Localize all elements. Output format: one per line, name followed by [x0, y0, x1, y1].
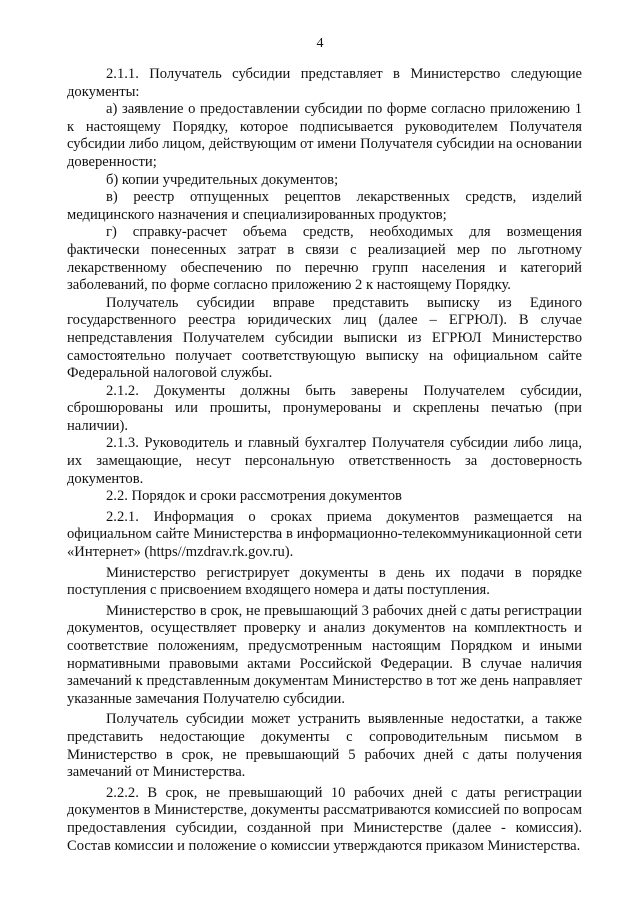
paragraph-corrections: Получатель субсидии может устранить выявленные недостатки, а также представить недостающие документы с сопроводительным письмом в Министерство в срок, не превышающий 5 рабочих дней с даты получения замечаний от Министерства. — [67, 711, 582, 781]
paragraph-review: Министерство в срок, не превышающий 3 рабочих дней с даты регистрации документов, осуществляет проверку и анализ документов на комплектность и соответствие положениям, предусмотренным настоящим Порядком и иными нормативными правовыми актами Российской Федерации. В случае наличия замечаний к представленным документам Министерство в тот же день направляет указанные замечания Получателю субсидии. — [67, 602, 582, 707]
list-item-v: в) реестр отпущенных рецептов лекарственных средств, изделий медицинского назначения и специализированных продуктов; — [67, 189, 582, 223]
paragraph-egrul: Получатель субсидии вправе представить выписку из Единого государственного реестра юридических лиц (далее – ЕГРЮЛ). В случае непредставления Получателем субсидии выписки из ЕГРЮЛ Министерство самостоятельно получает соответствующую выписку на официальном сайте Федеральной налоговой службы. — [67, 294, 582, 382]
paragraph-2-2-1: 2.2.1. Информация о сроках приема документов размещается на официальном сайте Министерства в информационно-телекоммуникационной сети «Интернет» (https//mzdrav.rk.gov.ru). — [67, 508, 582, 561]
paragraph-registration: Министерство регистрирует документы в день их подачи в порядке поступления с присвоением входящего номера и даты поступления. — [67, 564, 582, 599]
section-heading-2-2: 2.2. Порядок и сроки рассмотрения документов — [106, 488, 402, 505]
list-item-g: г) справку-расчет объема средств, необходимых для возмещения фактически понесенных затрат в связи с реализацией мер по льготному лекарственному обеспечению по перечню групп населения и категорий заболеваний, по форме согласно приложению 2 к настоящему Порядку. — [67, 224, 582, 294]
document-body — [67, 66, 582, 855]
list-item-a: а) заявление о предоставлении субсидии по форме согласно приложению 1 к настоящему Порядку, которое подписывается руководителем Получателя субсидии либо лицом, действующим от имени Получателя субсидии на основании доверенности; — [67, 101, 582, 170]
list-item-b: б) копии учредительных документов; — [106, 171, 339, 188]
page-number: 4 — [316, 36, 324, 51]
paragraph-2-1-1: 2.1.1. Получатель субсидии представляет в Министерство следующие документы: — [67, 66, 582, 100]
paragraph-2-1-3: 2.1.3. Руководитель и главный бухгалтер Получателя субсидии либо лица, их замещающие, несут персональную ответственность за достоверность документов. — [67, 435, 582, 487]
paragraph-2-2-2: 2.2.2. В срок, не превышающий 10 рабочих дней с даты регистрации документов в Министерстве, документы рассматриваются комиссией по вопросам предоставления субсидии, созданной при Министерстве (далее - комиссия). Состав комиссии и положение о комиссии утверждаются приказом Министерства. — [67, 784, 582, 854]
paragraph-2-1-2: 2.1.2. Документы должны быть заверены Получателем субсидии, сброшюрованы или прошиты, пронумерованы и скреплены печатью (при наличии). — [67, 382, 582, 434]
